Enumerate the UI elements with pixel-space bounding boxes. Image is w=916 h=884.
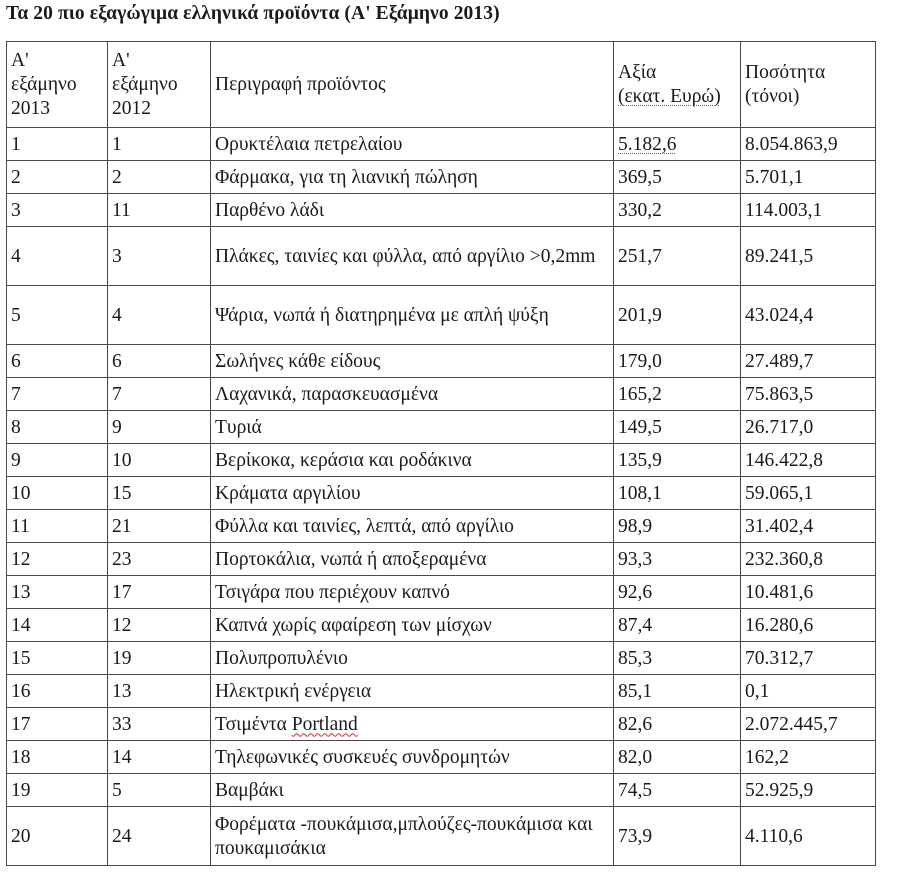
cell-value: 135,9 [614,444,741,477]
cell-rank-2013: 18 [7,741,108,774]
cell-rank-2013: 6 [7,345,108,378]
cell-value: 369,5 [614,161,741,194]
cell-rank-2012: 3 [108,227,211,286]
header-row [7,42,876,128]
cell-value: 149,5 [614,411,741,444]
cell-rank-2012: 1 [108,128,211,161]
table-row [7,227,876,286]
cell-rank-2012: 12 [108,609,211,642]
table-row [7,708,876,741]
cell-description: Ορυκτέλαια πετρελαίου [211,128,614,161]
cell-description: Πλάκες, ταινίες και φύλλα, από αργίλιο >0,2mm [211,227,614,286]
cell-quantity: 27.489,7 [741,345,876,378]
cell-value: 82,0 [614,741,741,774]
table-row [7,378,876,411]
cell-value: 82,6 [614,708,741,741]
cell-description: Ψάρια, νωπά ή διατηρημένα με απλή ψύξη [211,286,614,345]
cell-rank-2013: 1 [7,128,108,161]
cell-rank-2012: 10 [108,444,211,477]
cell-description: Πολυπροπυλένιο [211,642,614,675]
cell-rank-2012: 2 [108,161,211,194]
header-value: Αξία (εκατ. Ευρώ) [614,42,741,128]
table-row [7,194,876,227]
cell-rank-2012: 9 [108,411,211,444]
cell-rank-2013: 10 [7,477,108,510]
cell-description: Τσιμέντα Portland [211,708,614,741]
cell-rank-2013: 17 [7,708,108,741]
cell-rank-2013: 2 [7,161,108,194]
cell-quantity: 75.863,5 [741,378,876,411]
cell-rank-2013: 8 [7,411,108,444]
cell-quantity: 43.024,4 [741,286,876,345]
table-row [7,510,876,543]
table-row [7,576,876,609]
table-row [7,444,876,477]
cell-value: 93,3 [614,543,741,576]
cell-rank-2013: 20 [7,807,108,866]
cell-value: 87,4 [614,609,741,642]
cell-quantity: 10.481,6 [741,576,876,609]
cell-rank-2012: 19 [108,642,211,675]
cell-rank-2013: 16 [7,675,108,708]
cell-rank-2013: 13 [7,576,108,609]
cell-rank-2013: 4 [7,227,108,286]
cell-quantity: 2.072.445,7 [741,708,876,741]
cell-value: 85,3 [614,642,741,675]
cell-rank-2013: 9 [7,444,108,477]
cell-description: Καπνά χωρίς αφαίρεση των μίσχων [211,609,614,642]
header-rank-2012: Α' εξάμηνο 2012 [108,42,211,128]
cell-rank-2013: 11 [7,510,108,543]
cell-value: 108,1 [614,477,741,510]
table-row [7,543,876,576]
cell-quantity: 70.312,7 [741,642,876,675]
cell-value: 330,2 [614,194,741,227]
cell-rank-2013: 15 [7,642,108,675]
cell-rank-2012: 23 [108,543,211,576]
exports-table [6,41,876,866]
cell-quantity: 4.110,6 [741,807,876,866]
cell-rank-2012: 15 [108,477,211,510]
cell-value: 251,7 [614,227,741,286]
cell-quantity: 162,2 [741,741,876,774]
cell-value: 5.182,6 [614,128,741,161]
cell-description: Τηλεφωνικές συσκευές συνδρομητών [211,741,614,774]
cell-rank-2012: 17 [108,576,211,609]
cell-value: 201,9 [614,286,741,345]
cell-quantity: 52.925,9 [741,774,876,807]
cell-description: Φορέματα -πουκάμισα,μπλούζες-πουκάμισα και πουκαμισάκια [211,807,614,866]
table-row [7,741,876,774]
cell-rank-2013: 14 [7,609,108,642]
table-row [7,411,876,444]
table-row [7,477,876,510]
cell-rank-2012: 7 [108,378,211,411]
cell-rank-2012: 33 [108,708,211,741]
cell-value: 85,1 [614,675,741,708]
header-description: Περιγραφή προϊόντος [211,42,614,128]
cell-rank-2013: 3 [7,194,108,227]
table-row [7,345,876,378]
cell-rank-2012: 6 [108,345,211,378]
table-row [7,128,876,161]
table-row [7,286,876,345]
cell-rank-2012: 5 [108,774,211,807]
page-title: Τα 20 πιο εξαγώγιμα ελληνικά προϊόντα (Α' Εξάμηνο 2013) [6,3,500,24]
cell-quantity: 114.003,1 [741,194,876,227]
cell-description: Πορτοκάλια, νωπά ή αποξεραμένα [211,543,614,576]
table-row [7,161,876,194]
cell-description: Λαχανικά, παρασκευασμένα [211,378,614,411]
cell-rank-2013: 19 [7,774,108,807]
cell-quantity: 26.717,0 [741,411,876,444]
table-row [7,675,876,708]
cell-value: 92,6 [614,576,741,609]
cell-description: Φύλλα και ταινίες, λεπτά, από αργίλιο [211,510,614,543]
cell-quantity: 59.065,1 [741,477,876,510]
cell-value: 73,9 [614,807,741,866]
cell-quantity: 0,1 [741,675,876,708]
table-row [7,774,876,807]
cell-description: Κράματα αργιλίου [211,477,614,510]
header-quantity: Ποσότητα (τόνοι) [741,42,876,128]
cell-description: Σωλήνες κάθε είδους [211,345,614,378]
cell-description: Βαμβάκι [211,774,614,807]
cell-rank-2012: 24 [108,807,211,866]
cell-quantity: 146.422,8 [741,444,876,477]
cell-quantity: 8.054.863,9 [741,128,876,161]
cell-quantity: 16.280,6 [741,609,876,642]
cell-rank-2012: 4 [108,286,211,345]
cell-quantity: 232.360,8 [741,543,876,576]
cell-description: Τυριά [211,411,614,444]
cell-quantity: 89.241,5 [741,227,876,286]
cell-description: Τσιγάρα που περιέχουν καπνό [211,576,614,609]
cell-rank-2013: 5 [7,286,108,345]
cell-rank-2013: 12 [7,543,108,576]
cell-value: 179,0 [614,345,741,378]
cell-quantity: 5.701,1 [741,161,876,194]
cell-rank-2012: 21 [108,510,211,543]
table-row [7,807,876,866]
cell-value: 165,2 [614,378,741,411]
cell-value: 74,5 [614,774,741,807]
header-rank-2013: Α' εξάμηνο 2013 [7,42,108,128]
cell-description: Φάρμακα, για τη λιανική πώληση [211,161,614,194]
table-row [7,642,876,675]
cell-description: Βερίκοκα, κεράσια και ροδάκινα [211,444,614,477]
cell-value: 98,9 [614,510,741,543]
cell-quantity: 31.402,4 [741,510,876,543]
cell-rank-2012: 11 [108,194,211,227]
cell-rank-2012: 13 [108,675,211,708]
cell-rank-2013: 7 [7,378,108,411]
cell-description: Παρθένο λάδι [211,194,614,227]
cell-rank-2012: 14 [108,741,211,774]
cell-description: Ηλεκτρική ενέργεια [211,675,614,708]
table-row [7,609,876,642]
